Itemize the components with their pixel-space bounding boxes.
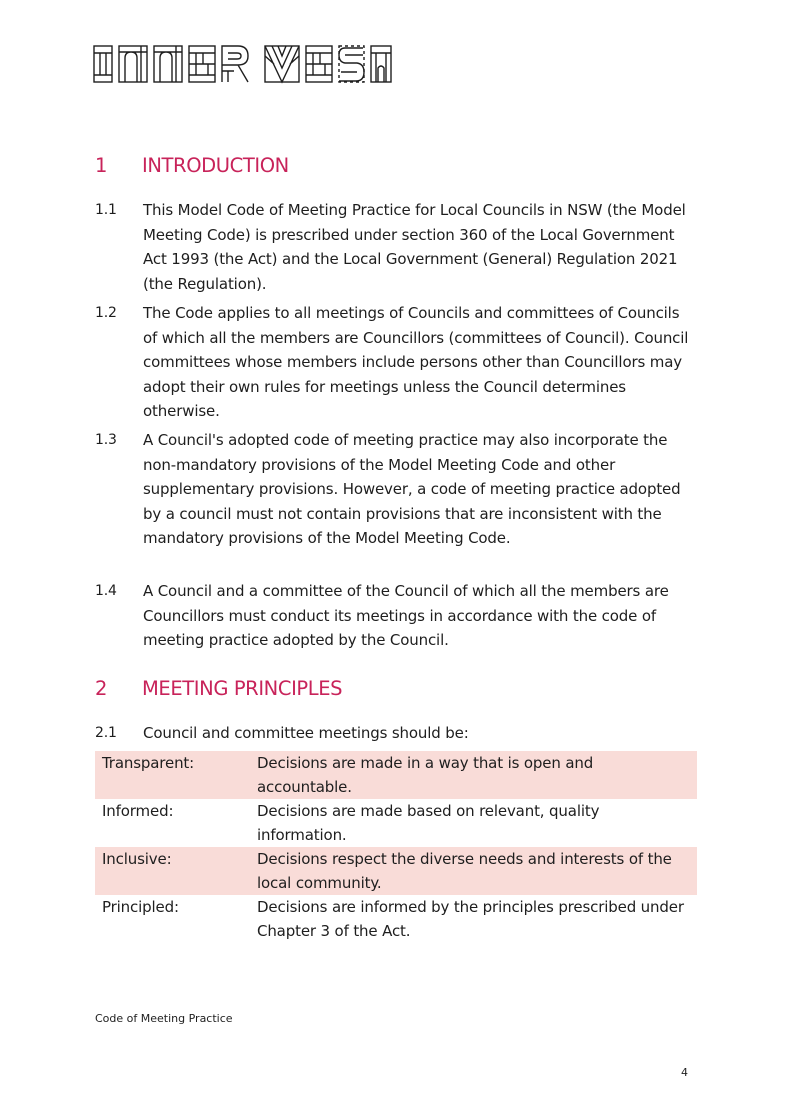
principle-description: Decisions are made in a way that is open and accountable. (257, 754, 594, 796)
clause-text: A Council and a committee of the Council of which all the members are Councillors must conduct its meetings in accordance with the code of meeting practice adopted by the Council. (143, 582, 669, 649)
section-heading-meeting-principles (95, 677, 342, 700)
footer-document-title: Code of Meeting Practice (95, 1012, 233, 1025)
clause-number: 1.1 (95, 202, 117, 218)
table-row (95, 799, 697, 847)
section-number: 1 (95, 154, 108, 177)
table-row (95, 751, 697, 799)
clause-number: 2.1 (95, 725, 117, 741)
clause-text: The Code applies to all meetings of Councils and committees of Councils of which all the members are Councillors (committees of Council). Council committees whose members include persons other than Councillors may adopt their own rules for meetings unless the Council determines otherwise. (143, 304, 689, 420)
section-number: 2 (95, 677, 108, 700)
clause-1-4 (95, 579, 695, 653)
section-title: MEETING PRINCIPLES (142, 677, 343, 700)
clause-text: A Council's adopted code of meeting practice may also incorporate the non-mandatory provisions of the Model Meeting Code and other supplementary provisions. However, a code of meeting practice adopted by a council must not contain provisions that are inconsistent with the mandatory provisions of the Model Meeting Code. (143, 431, 681, 547)
clause-text: Council and committee meetings should be: (143, 724, 469, 742)
principle-term: Principled: (102, 898, 179, 916)
principles-table (95, 751, 697, 943)
principle-term: Inclusive: (102, 850, 172, 868)
principle-term: Informed: (102, 802, 174, 820)
principle-term: Transparent: (102, 754, 195, 772)
clause-2-1 (95, 721, 695, 746)
clause-number: 1.4 (95, 583, 117, 599)
clause-1-2 (95, 301, 695, 424)
principle-description: Decisions respect the diverse needs and interests of the local community. (257, 850, 672, 892)
clause-number: 1.3 (95, 432, 117, 448)
clause-1-3 (95, 428, 695, 551)
clause-number: 1.2 (95, 305, 117, 321)
section-heading-introduction (95, 154, 289, 177)
inner-west-logo (93, 44, 393, 84)
section-title: INTRODUCTION (142, 154, 289, 177)
clause-1-1 (95, 198, 695, 296)
principle-description: Decisions are informed by the principles prescribed under Chapter 3 of the Act. (257, 898, 684, 940)
principle-description: Decisions are made based on relevant, quality information. (257, 802, 600, 844)
clause-text: This Model Code of Meeting Practice for Local Councils in NSW (the Model Meeting Code) is prescribed under section 360 of the Local Government Act 1993 (the Act) and the Local Government (General) Regulation 2021 (the Regulation). (143, 201, 686, 293)
page-number: 4 (681, 1066, 688, 1079)
table-row (95, 847, 697, 895)
table-row (95, 895, 697, 943)
